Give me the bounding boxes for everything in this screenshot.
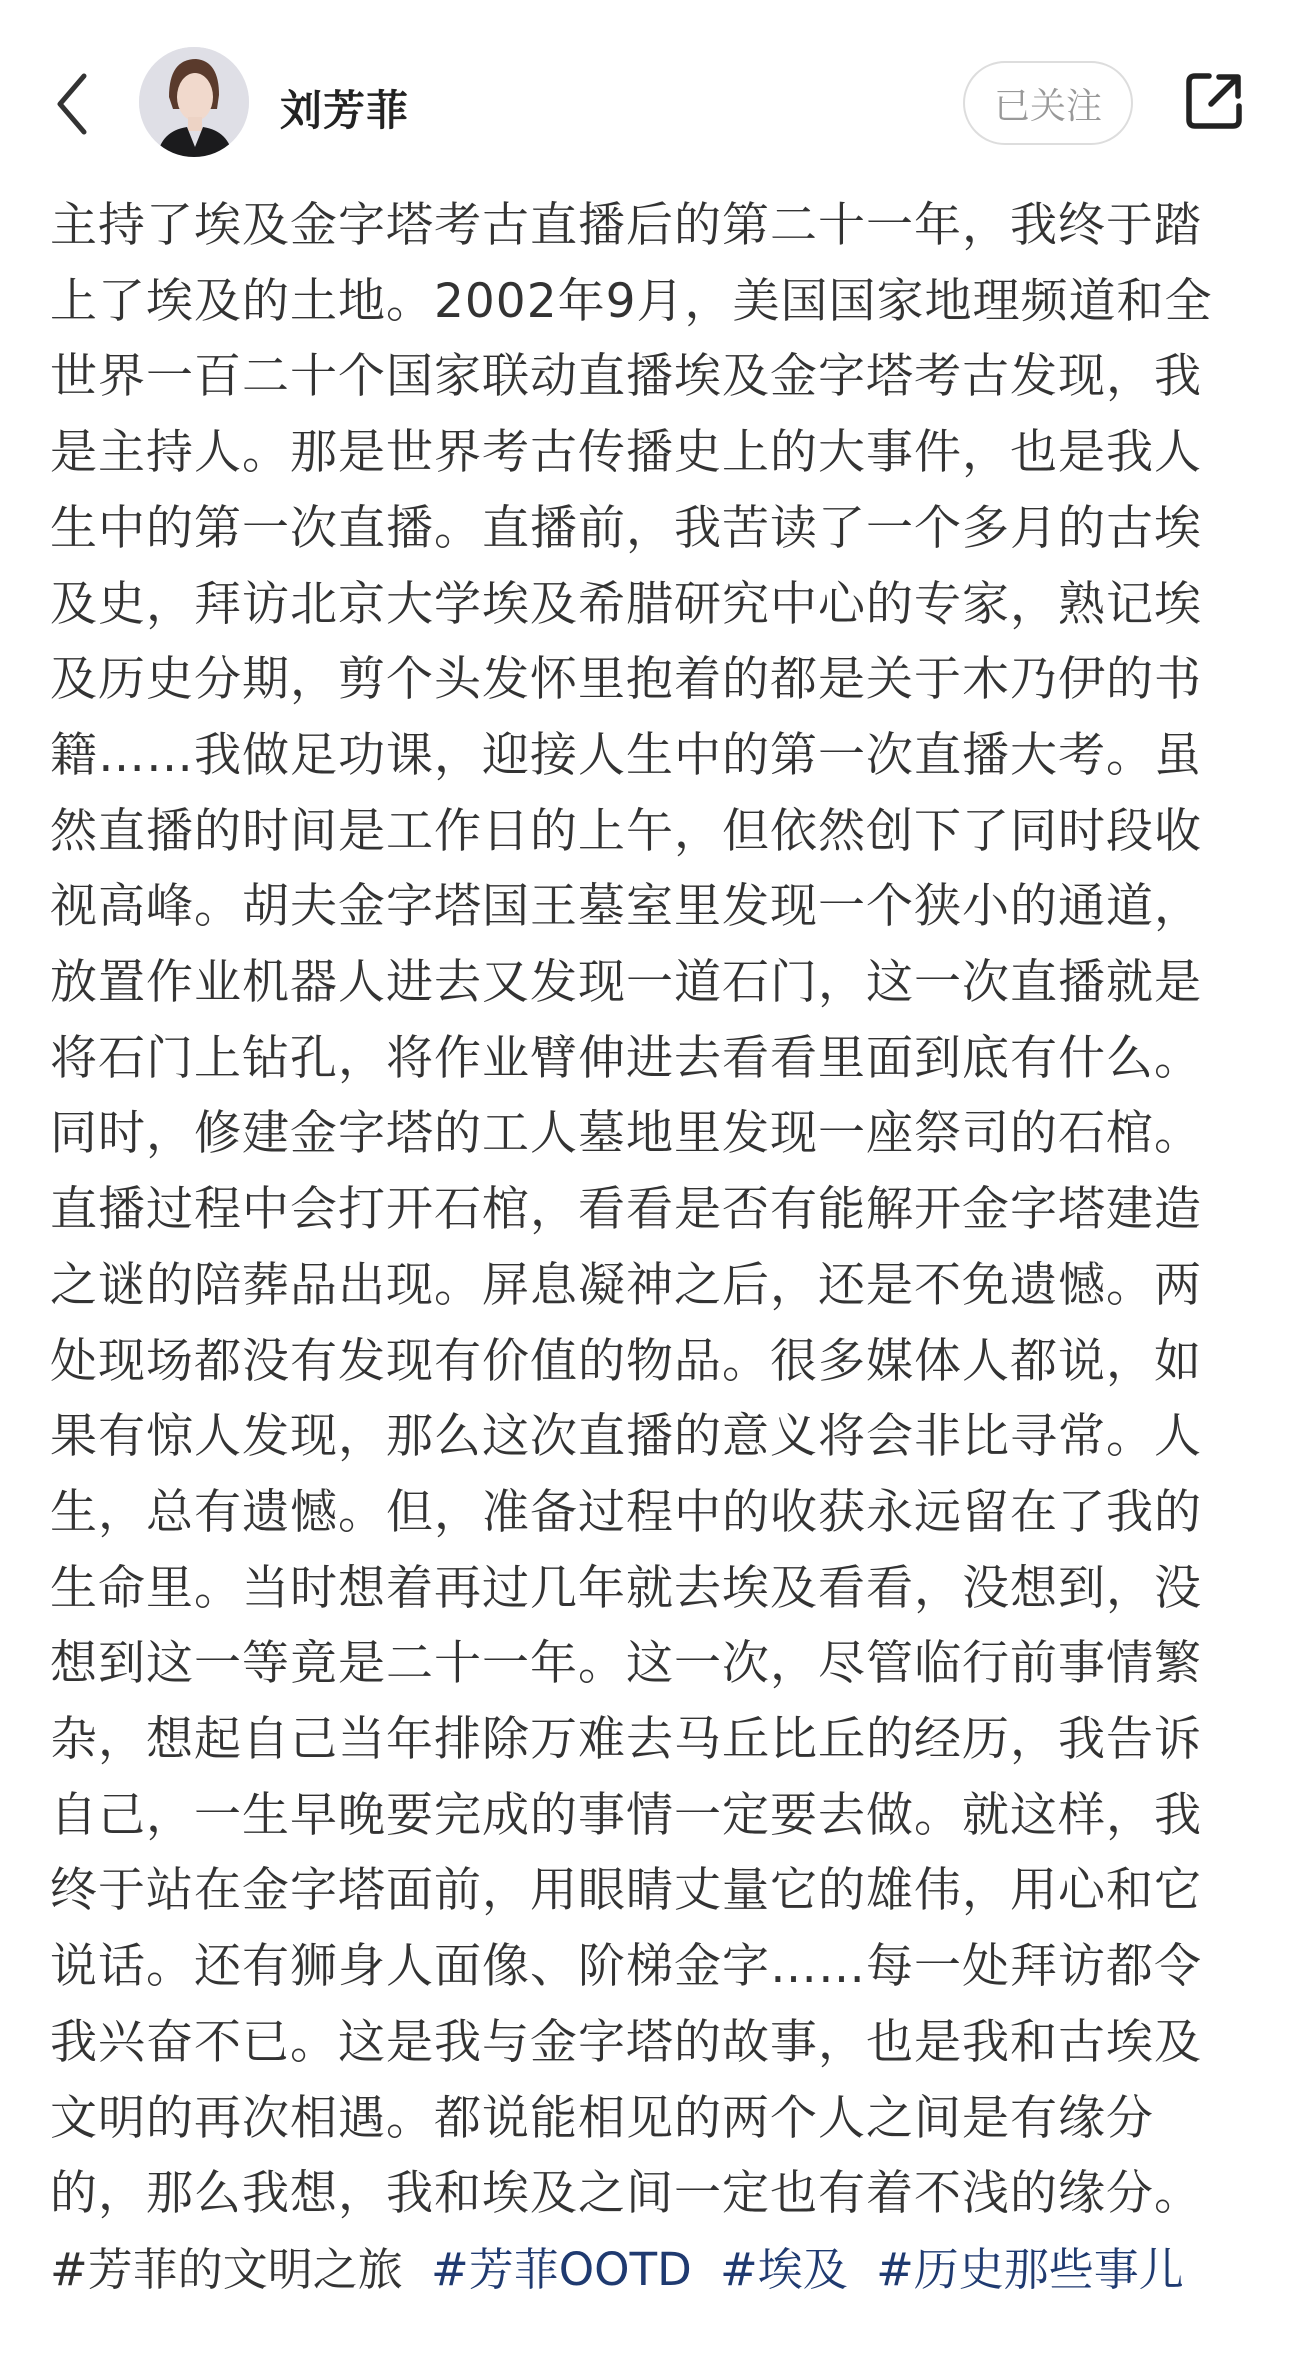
- chevron-left-icon: [52, 72, 92, 136]
- post-text-line: 主持了埃及金字塔考古直播后的第二十一年，我终于踏: [50, 198, 1202, 253]
- post-text-line: 处现场都没有发现有价值的物品。很多媒体人都说，如: [50, 1333, 1202, 1389]
- post-text-line: 直播过程中会打开石棺，看看是否有能解开金字塔建造: [50, 1182, 1202, 1238]
- post-text-line: 生，总有遗憾。但，准备过程中的收获永远留在了我的: [50, 1484, 1202, 1540]
- back-button[interactable]: [52, 72, 92, 136]
- share-button[interactable]: [1183, 70, 1245, 132]
- post-text-line: 说话。还有狮身人面像、阶梯金字……每一处拜访都令: [50, 1939, 1202, 1995]
- post-text-line: 果有惊人发现，那么这次直播的意义将会非比寻常。人: [50, 1409, 1202, 1465]
- hashtag-link[interactable]: #芳菲的文明之旅: [50, 2242, 403, 2296]
- post-text-line: 及历史分期，剪个头发怀里抱着的都是关于木乃伊的书: [50, 652, 1202, 708]
- post-text-line: 放置作业机器人进去又发现一道石门，这一次直播就是: [50, 955, 1202, 1011]
- post-text-line: 杂，想起自己当年排除万难去马丘比丘的经历，我告诉: [50, 1712, 1202, 1768]
- post-text-line: 籍……我做足功课，迎接人生中的第一次直播大考。虽: [50, 727, 1202, 783]
- post-text-line: 我兴奋不已。这是我与金字塔的故事，也是我和古埃及: [50, 2014, 1202, 2070]
- post-text-line: 及史，拜访北京大学埃及希腊研究中心的专家，熟记埃: [50, 576, 1202, 632]
- post-text-line: 是主持人。那是世界考古传播史上的大事件，也是我人: [50, 425, 1202, 481]
- author-name[interactable]: 刘芳菲: [280, 86, 410, 135]
- hashtag-link[interactable]: #埃及: [720, 2242, 848, 2296]
- post-text-line: 然直播的时间是工作日的上午，但依然创下了同时段收: [50, 803, 1202, 859]
- post-text-line: 生命里。当时想着再过几年就去埃及看看，没想到，没: [50, 1560, 1202, 1616]
- avatar-portrait-icon: [139, 47, 249, 157]
- share-external-icon: [1183, 70, 1245, 132]
- post-text-line: 视高峰。胡夫金字塔国王墓室里发现一个狭小的通道，: [50, 879, 1202, 935]
- post-text-line: 文明的再次相遇。都说能相见的两个人之间是有缘分: [50, 2090, 1154, 2146]
- post-text-line: 生中的第一次直播。直播前，我苦读了一个多月的古埃: [50, 500, 1202, 556]
- post-text-line: 自己，一生早晚要完成的事情一定要去做。就这样，我: [50, 1787, 1202, 1843]
- post-text-line: 同时，修建金字塔的工人墓地里发现一座祭司的石棺。: [50, 1106, 1202, 1162]
- post-text-line: 世界一百二十个国家联动直播埃及金字塔考古发现，我: [50, 349, 1202, 405]
- author-avatar[interactable]: [139, 47, 249, 157]
- hashtag-link[interactable]: #芳菲OOTD: [431, 2242, 692, 2296]
- post-text-line: 将石门上钻孔，将作业臂伸进去看看里面到底有什么。: [50, 1030, 1202, 1086]
- post-header: [0, 0, 1290, 170]
- post-text-line: 想到这一等竟是二十一年。这一次，尽管临行前事情繁: [50, 1636, 1202, 1692]
- post-text-line: 上了埃及的土地。2002年9月，美国国家地理频道和全: [50, 273, 1213, 329]
- post-text-line: 的，那么我想，我和埃及之间一定也有着不浅的缘分。: [50, 2166, 1202, 2222]
- post-text-line: 终于站在金字塔面前，用眼睛丈量它的雄伟，用心和它: [50, 1863, 1202, 1919]
- post-body: [50, 188, 1250, 2308]
- hashtag-row: [50, 2232, 1250, 2308]
- post-text-line: 之谜的陪葬品出现。屏息凝神之后，还是不免遗憾。两: [50, 1257, 1202, 1313]
- following-button[interactable]: 已关注: [963, 61, 1133, 145]
- hashtag-link[interactable]: #历史那些事儿: [876, 2242, 1184, 2296]
